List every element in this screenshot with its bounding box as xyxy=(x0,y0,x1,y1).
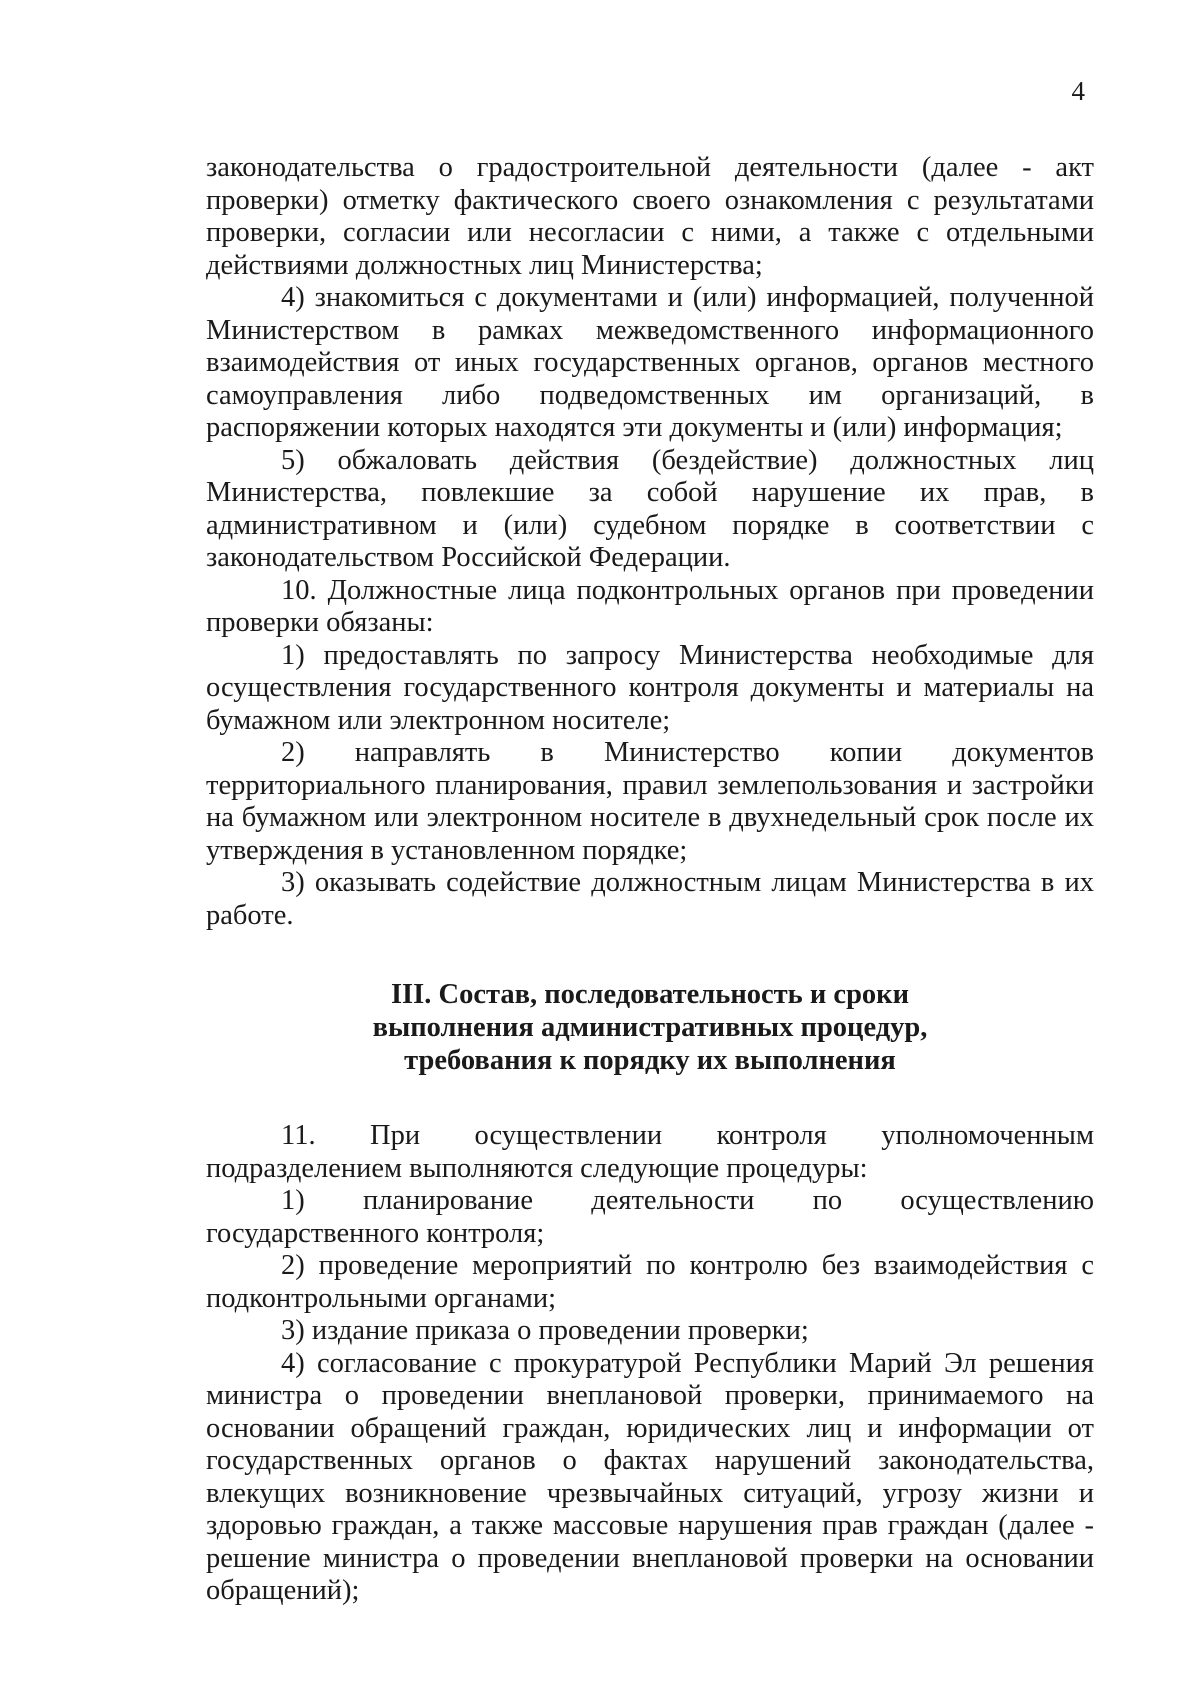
paragraph: 3) оказывать содействие должностным лицам Министерства в их работе. xyxy=(206,867,1094,931)
section-heading-line: требования к порядку их выполнения xyxy=(404,1045,896,1076)
paragraph: 3) издание приказа о проведении проверки; xyxy=(281,1315,809,1346)
page-number: 4 xyxy=(1071,76,1085,106)
section-heading xyxy=(206,978,1094,1077)
document-body xyxy=(206,152,1094,1608)
paragraph: 10. Должностные лица подконтрольных органов при проведении проверки обязаны: xyxy=(206,574,1094,638)
paragraph: 1) планирование деятельности по осуществлению государственного контроля; xyxy=(206,1185,1094,1249)
paragraph: законодательства о градостроительной деятельности (далее - акт проверки) отметку фактического своего ознакомления с результатами проверки, согласии или несогласии с ними, а также с отдельными действиями должностных лиц Министерства; xyxy=(206,152,1094,281)
paragraph: 5) обжаловать действия (бездействие) должностных лиц Министерства, повлекшие за собой нарушение их прав, в административном и (или) судебном порядке в соответствии с законодательством Российской Федерации. xyxy=(206,444,1094,573)
section-heading-line: выполнения административных процедур, xyxy=(372,1012,928,1043)
paragraph: 1) предоставлять по запросу Министерства необходимые для осуществления государственного контроля документы и материалы на бумажном или электронном носителе; xyxy=(206,639,1094,736)
paragraph: 2) проведение мероприятий по контролю без взаимодействия с подконтрольными органами; xyxy=(206,1250,1094,1314)
paragraph: 11. При осуществлении контроля уполномоченным подразделением выполняются следующие процедуры: xyxy=(206,1120,1094,1184)
section-heading-line: III. Состав, последовательность и сроки xyxy=(390,979,910,1010)
paragraph: 4) знакомиться с документами и (или) информацией, полученной Министерством в рамках межведомственного информационного взаимодействия от иных государственных органов, органов местного самоуправления либо подведомственных им организаций, в распоряжении которых находятся эти документы и (или) информация; xyxy=(206,282,1094,443)
paragraph: 2) направлять в Министерство копии документов территориального планирования, правил землепользования и застройки на бумажном или электронном носителе в двухнедельный срок после их утверждения в установленном порядке; xyxy=(206,737,1094,866)
paragraph: 4) согласование с прокуратурой Республики Марий Эл решения министра о проведении внеплановой проверки, принимаемого на основании обращений граждан, юридических лиц и информации от государственных органов о фактах нарушений законодательства, влекущих возникновение чрезвычайных ситуаций, угрозу жизни и здоровью граждан, а также массовые нарушения прав граждан (далее - решение министра о проведении внеплановой проверки на основании обращений); xyxy=(206,1347,1094,1606)
